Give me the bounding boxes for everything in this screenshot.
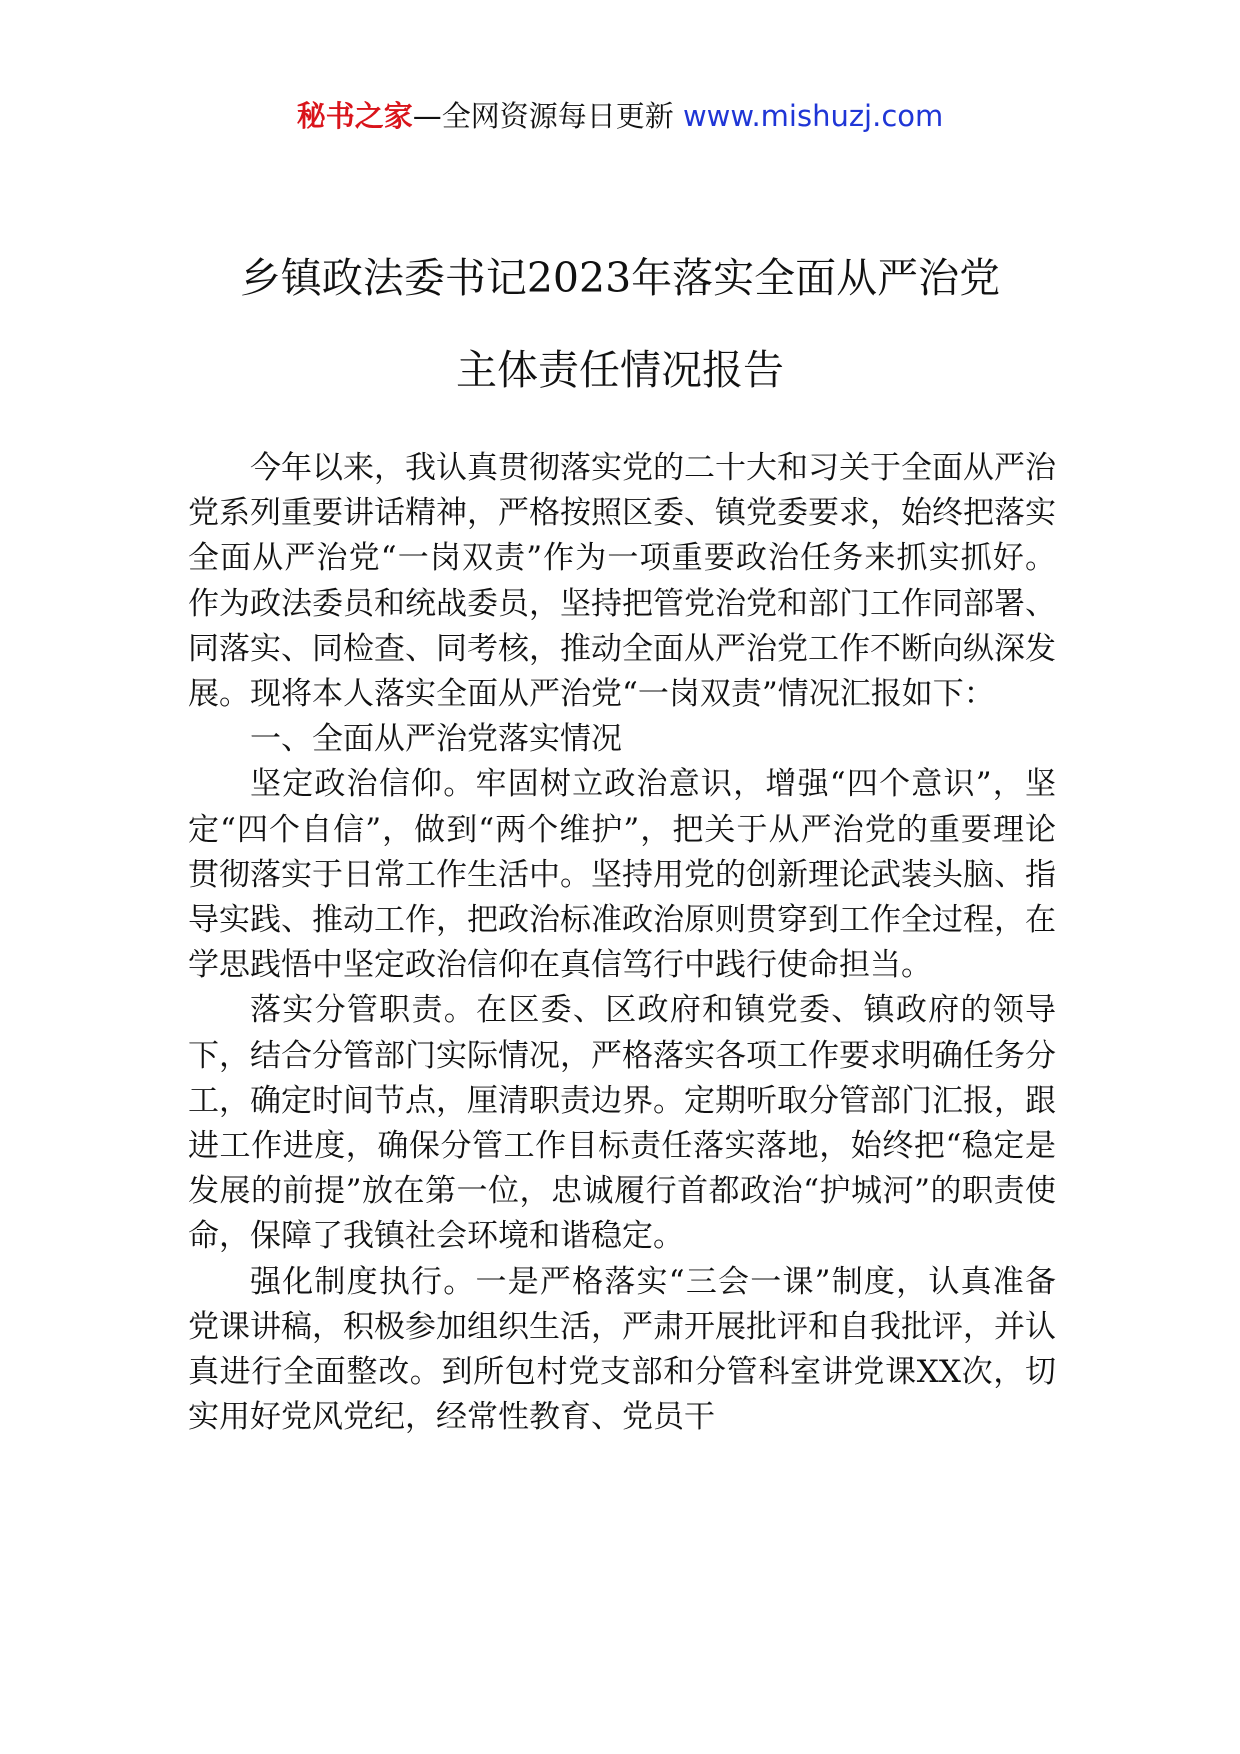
document-title-line-1: 乡镇政法委书记2023年落实全面从严治党 (239, 254, 1001, 302)
paragraph-system-execution: 强化制度执行。一是严格落实“三会一课”制度，认真准备党课讲稿，积极参加组织生活，严肃开展批评和自我批评，并认真进行全面整改。到所包村党支部和分管科室讲党课XX次，切实用好党风党纪，经常性教育、党员干 (188, 1263, 1056, 1436)
document-title-line-2: 主体责任情况报告 (456, 346, 784, 394)
document-body (188, 446, 1056, 1440)
site-header (0, 96, 1240, 136)
paragraph-intro: 今年以来，我认真贯彻落实党的二十大和习关于全面从严治党系列重要讲话精神，严格按照区委、镇党委要求，始终把落实全面从严治党“一岗双责”作为一项重要政治任务来抓实抓好。作为政法委员和统战委员，坚持把管党治党和部门工作同部署、同落实、同检查、同考核，推动全面从严治党工作不断向纵深发展。现将本人落实全面从严治党“一岗双责”情况汇报如下： (188, 450, 1056, 713)
section-heading-1: 一、全面从严治党落实情况 (250, 721, 622, 758)
site-brand: 秘书之家 (296, 99, 413, 133)
site-url-link[interactable]: www.mishuzj.com (682, 99, 944, 133)
paragraph-political-belief: 坚定政治信仰。牢固树立政治意识，增强“四个意识”，坚定“四个自信”，做到“两个维护”，把关于从严治党的重要理论贯彻落实于日常工作生活中。坚持用党的创新理论武装头脑、指导实践、推动工作，把政治标准政治原则贯穿到工作全过程，在学思践悟中坚定政治信仰在真信笃行中践行使命担当。 (188, 766, 1056, 984)
paragraph-responsibilities: 落实分管职责。在区委、区政府和镇党委、镇政府的领导下，结合分管部门实际情况，严格落实各项工作要求明确任务分工，确定时间节点，厘清职责边界。定期听取分管部门汇报，跟进工作进度，确保分管工作目标责任落实落地，始终把“稳定是发展的前提”放在第一位，忠诚履行首都政治“护城河”的职责使命，保障了我镇社会环境和谐稳定。 (188, 992, 1056, 1255)
site-tagline: —全网资源每日更新 (412, 99, 674, 133)
document-title (0, 232, 1240, 416)
